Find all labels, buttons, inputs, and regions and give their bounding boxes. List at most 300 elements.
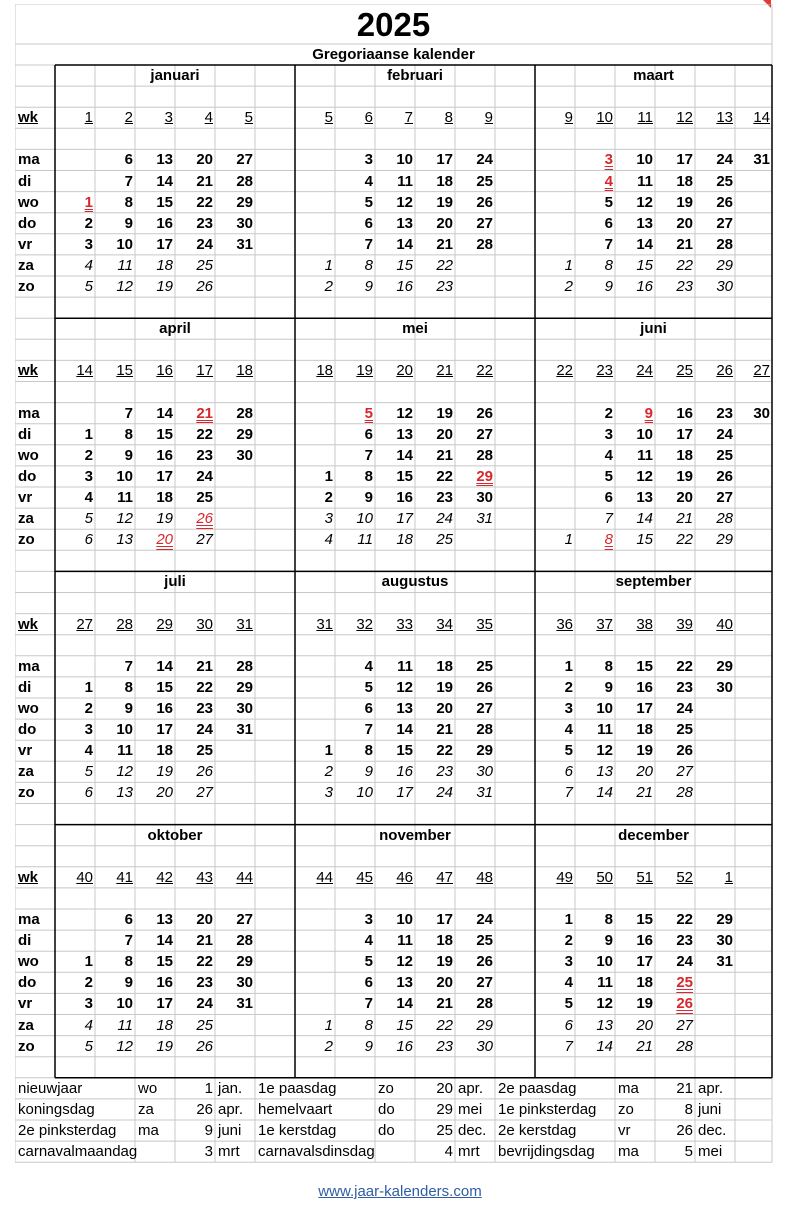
day-cell: 13	[156, 911, 173, 928]
day-cell: 13	[396, 214, 413, 232]
day-cell: 28	[716, 510, 733, 528]
week-number: 3	[164, 109, 173, 127]
weekday-label: ma	[18, 911, 40, 928]
day-cell: 25	[196, 256, 213, 274]
day-cell: 4	[364, 932, 373, 950]
day-cell: 15	[156, 193, 173, 211]
week-number: 49	[556, 868, 573, 886]
day-cell: 27	[676, 1016, 693, 1034]
month-name: mei	[402, 320, 428, 338]
day-cell: 20	[436, 700, 453, 717]
day-cell: 28	[476, 995, 493, 1013]
day-cell: 8	[124, 425, 133, 443]
day-cell: 11	[117, 256, 133, 274]
day-cell: 28	[236, 172, 253, 190]
day-cell: 3	[84, 235, 93, 253]
day-cell: 13	[596, 763, 613, 781]
holiday-name: hemelvaart	[258, 1100, 333, 1118]
day-cell: 6	[564, 1016, 573, 1034]
day-cell: 25	[196, 742, 213, 760]
day-cell: 4	[84, 742, 93, 760]
day-cell: 28	[676, 1037, 693, 1055]
week-number: 7	[404, 109, 413, 127]
day-cell: 2	[84, 446, 93, 464]
day-cell: 24	[716, 151, 733, 169]
month-name: november	[379, 826, 451, 844]
day-cell: 17	[436, 911, 453, 928]
day-cell: 5	[364, 953, 373, 971]
day-cell: 4	[564, 721, 573, 739]
day-cell: 28	[476, 235, 493, 253]
day-cell: 23	[196, 214, 213, 232]
weekday-label: za	[18, 763, 34, 781]
day-cell: 14	[636, 510, 653, 528]
day-cell: 2	[324, 489, 333, 506]
weekday-label: vr	[18, 235, 33, 253]
day-cell: 6	[364, 974, 373, 992]
day-cell: 15	[396, 1016, 413, 1034]
week-number: 6	[364, 109, 373, 127]
day-cell: 16	[636, 278, 653, 295]
day-cell: 30	[753, 404, 770, 422]
day-cell: 31	[476, 510, 493, 528]
day-cell: 11	[117, 489, 133, 506]
month-name: maart	[633, 67, 674, 84]
week-number: 28	[116, 615, 133, 633]
day-cell: 29	[716, 911, 733, 928]
day-cell: 7	[124, 404, 133, 422]
day-cell: 22	[436, 256, 453, 274]
day-cell: 4	[604, 172, 613, 190]
day-cell: 30	[476, 1037, 493, 1055]
week-label: wk	[18, 868, 39, 886]
day-cell: 28	[236, 404, 253, 422]
day-cell: 18	[156, 489, 173, 506]
holiday-name: 2e pinksterdag	[18, 1122, 117, 1139]
day-cell: 31	[236, 235, 253, 253]
day-cell: 4	[84, 489, 93, 506]
month-name: april	[159, 320, 191, 338]
day-cell: 29	[476, 467, 493, 485]
day-cell: 21	[676, 235, 693, 253]
day-cell: 14	[396, 446, 413, 464]
week-number: 16	[156, 362, 173, 380]
day-cell: 30	[236, 214, 253, 232]
day-cell: 23	[436, 489, 453, 506]
day-cell: 16	[156, 446, 173, 464]
day-cell: 12	[116, 1037, 133, 1055]
holiday-month: apr.	[458, 1079, 484, 1097]
day-cell: 12	[396, 953, 413, 971]
day-cell: 7	[604, 235, 613, 253]
weekday-label: vr	[18, 742, 33, 760]
day-cell: 5	[564, 995, 573, 1013]
day-cell: 14	[156, 657, 173, 675]
day-cell: 24	[476, 151, 493, 169]
day-cell: 25	[716, 172, 733, 190]
day-cell: 14	[396, 235, 413, 253]
day-cell: 11	[397, 657, 413, 675]
week-label: wk	[18, 109, 39, 127]
day-cell: 9	[364, 489, 373, 506]
day-cell: 5	[364, 678, 373, 696]
week-number: 44	[316, 868, 333, 886]
day-cell: 3	[564, 700, 573, 717]
day-cell: 14	[156, 932, 173, 950]
day-cell: 3	[604, 425, 613, 443]
day-cell: 17	[156, 995, 173, 1013]
day-cell: 25	[716, 446, 733, 464]
holiday-name: carnavalmaandag	[18, 1143, 138, 1161]
week-number: 43	[196, 868, 213, 886]
day-cell: 10	[636, 425, 653, 443]
day-cell: 15	[156, 953, 173, 971]
day-cell: 26	[476, 193, 493, 211]
day-cell: 9	[364, 278, 373, 295]
day-cell: 22	[436, 1016, 453, 1034]
day-cell: 30	[236, 974, 253, 992]
day-cell: 29	[476, 1016, 493, 1034]
day-cell: 4	[564, 974, 573, 992]
day-cell: 26	[196, 763, 213, 781]
holiday-day: 5	[684, 1143, 693, 1161]
day-cell: 21	[636, 784, 653, 802]
holiday-day: 26	[676, 1122, 693, 1139]
day-cell: 22	[196, 193, 213, 211]
day-cell: 23	[676, 678, 693, 696]
day-cell: 28	[476, 446, 493, 464]
day-cell: 4	[84, 256, 93, 274]
week-number: 48	[476, 868, 493, 886]
day-cell: 19	[156, 510, 173, 528]
day-cell: 25	[676, 721, 693, 739]
day-cell: 9	[364, 1037, 373, 1055]
day-cell: 31	[716, 953, 733, 971]
day-cell: 24	[676, 700, 693, 717]
day-cell: 18	[676, 446, 693, 464]
day-cell: 23	[676, 932, 693, 950]
month-name: februari	[387, 67, 443, 84]
week-number: 4	[204, 109, 213, 127]
holiday-day: 9	[204, 1122, 213, 1139]
week-number: 33	[396, 615, 413, 633]
day-cell: 15	[396, 256, 413, 274]
month-name: juni	[640, 320, 667, 338]
day-cell: 9	[124, 974, 133, 992]
day-cell: 25	[476, 172, 493, 190]
day-cell: 2	[564, 278, 573, 295]
day-cell: 18	[156, 1016, 173, 1034]
week-number: 21	[436, 362, 453, 380]
day-cell: 26	[476, 953, 493, 971]
week-number: 38	[636, 615, 653, 633]
day-cell: 1	[564, 256, 573, 274]
weekday-label: zo	[18, 278, 35, 295]
week-number: 24	[636, 362, 653, 380]
day-cell: 2	[84, 700, 93, 717]
day-cell: 7	[564, 784, 573, 802]
day-cell: 5	[84, 763, 93, 781]
week-number: 35	[476, 615, 493, 633]
day-cell: 23	[196, 700, 213, 717]
week-number: 23	[596, 362, 613, 380]
day-cell: 19	[676, 467, 693, 485]
day-cell: 20	[196, 911, 213, 928]
day-cell: 6	[364, 700, 373, 717]
holiday-month: jan.	[218, 1079, 243, 1097]
day-cell: 30	[716, 932, 733, 950]
day-cell: 2	[604, 404, 613, 422]
week-number: 1	[84, 109, 93, 127]
day-cell: 1	[324, 742, 333, 760]
day-cell: 12	[396, 404, 413, 422]
day-cell: 6	[564, 763, 573, 781]
day-cell: 3	[604, 151, 613, 169]
day-cell: 9	[604, 278, 613, 295]
day-cell: 4	[324, 531, 333, 549]
day-cell: 14	[156, 172, 173, 190]
day-cell: 8	[604, 911, 613, 928]
day-cell: 31	[236, 995, 253, 1013]
day-cell: 20	[636, 1016, 653, 1034]
day-cell: 25	[476, 932, 493, 950]
weekday-label: zo	[18, 784, 35, 802]
weekday-label: wo	[18, 193, 39, 211]
week-number: 11	[637, 109, 653, 127]
day-cell: 1	[564, 911, 573, 928]
day-cell: 24	[196, 995, 213, 1013]
month-name: juli	[164, 573, 186, 591]
day-cell: 25	[476, 657, 493, 675]
day-cell: 25	[436, 531, 453, 549]
day-cell: 5	[364, 404, 373, 422]
day-cell: 4	[604, 446, 613, 464]
day-cell: 1	[324, 467, 333, 485]
week-number: 18	[316, 362, 333, 380]
day-cell: 11	[397, 932, 413, 950]
holiday-day: 26	[196, 1100, 213, 1118]
day-cell: 1	[84, 193, 93, 211]
holiday-weekday: do	[378, 1122, 395, 1139]
day-cell: 18	[436, 932, 453, 950]
day-cell: 7	[364, 995, 373, 1013]
day-cell: 10	[356, 510, 373, 528]
weekday-label: zo	[18, 531, 35, 549]
day-cell: 24	[676, 953, 693, 971]
day-cell: 19	[156, 763, 173, 781]
day-cell: 8	[364, 742, 373, 760]
holiday-weekday: za	[138, 1100, 154, 1118]
day-cell: 19	[436, 404, 453, 422]
day-cell: 17	[636, 700, 653, 717]
page-subtitle: Gregoriaanse kalender	[312, 46, 475, 63]
day-cell: 6	[124, 151, 133, 169]
holiday-day: 8	[684, 1100, 693, 1118]
day-cell: 21	[676, 510, 693, 528]
day-cell: 22	[436, 742, 453, 760]
day-cell: 16	[156, 974, 173, 992]
holiday-weekday: ma	[618, 1079, 639, 1097]
weekday-label: ma	[18, 657, 40, 675]
weekday-label: di	[18, 425, 32, 443]
website-link[interactable]: www.jaar-kalenders.com	[318, 1183, 482, 1200]
holiday-day: 20	[436, 1079, 453, 1097]
day-cell: 18	[156, 742, 173, 760]
day-cell: 6	[604, 214, 613, 232]
week-number: 37	[596, 615, 613, 633]
day-cell: 21	[196, 932, 213, 950]
day-cell: 11	[357, 531, 373, 549]
week-number: 41	[116, 868, 133, 886]
day-cell: 2	[564, 932, 573, 950]
day-cell: 10	[116, 721, 133, 739]
week-number: 14	[753, 109, 770, 127]
day-cell: 17	[156, 467, 173, 485]
holiday-weekday	[375, 1141, 415, 1162]
day-cell: 27	[236, 911, 253, 928]
day-cell: 26	[196, 1037, 213, 1055]
day-cell: 28	[676, 784, 693, 802]
holiday-name: koningsdag	[18, 1100, 95, 1118]
day-cell: 14	[156, 404, 173, 422]
day-cell: 23	[196, 446, 213, 464]
day-cell: 6	[604, 489, 613, 506]
day-cell: 7	[364, 446, 373, 464]
day-cell: 18	[436, 172, 453, 190]
day-cell: 15	[156, 425, 173, 443]
day-cell: 26	[196, 278, 213, 295]
day-cell: 10	[636, 151, 653, 169]
day-cell: 22	[196, 678, 213, 696]
weekday-label: ma	[18, 404, 40, 422]
day-cell: 15	[396, 467, 413, 485]
day-cell: 17	[436, 151, 453, 169]
week-number: 12	[676, 109, 693, 127]
day-cell: 12	[636, 467, 653, 485]
week-number: 2	[124, 109, 133, 127]
day-cell: 10	[356, 784, 373, 802]
week-number: 52	[676, 868, 693, 886]
weekday-label: di	[18, 932, 32, 950]
day-cell: 26	[196, 510, 213, 528]
day-cell: 4	[364, 172, 373, 190]
day-cell: 16	[396, 763, 413, 781]
day-cell: 18	[636, 721, 653, 739]
holiday-day: 21	[676, 1079, 693, 1097]
day-cell: 29	[476, 742, 493, 760]
weekday-label: vr	[18, 489, 33, 506]
day-cell: 3	[84, 467, 93, 485]
week-number: 31	[316, 615, 333, 633]
day-cell: 3	[84, 721, 93, 739]
holiday-month: apr.	[698, 1079, 724, 1097]
holiday-weekday: ma	[138, 1122, 159, 1139]
week-number: 5	[244, 109, 253, 127]
day-cell: 12	[116, 510, 133, 528]
day-cell: 12	[596, 742, 613, 760]
day-cell: 26	[676, 995, 693, 1013]
day-cell: 26	[716, 193, 733, 211]
day-cell: 11	[597, 974, 613, 992]
week-number: 20	[396, 362, 413, 380]
day-cell: 17	[156, 721, 173, 739]
holiday-day: 3	[204, 1143, 213, 1161]
day-cell: 9	[604, 932, 613, 950]
week-number: 19	[356, 362, 373, 380]
day-cell: 30	[236, 700, 253, 717]
day-cell: 5	[604, 193, 613, 211]
day-cell: 27	[476, 425, 493, 443]
day-cell: 1	[564, 531, 573, 549]
holiday-weekday	[135, 1141, 175, 1162]
day-cell: 3	[364, 911, 373, 928]
day-cell: 7	[564, 1037, 573, 1055]
day-cell: 18	[396, 531, 413, 549]
holiday-weekday: vr	[618, 1122, 631, 1139]
day-cell: 20	[156, 531, 173, 549]
day-cell: 26	[716, 467, 733, 485]
weekday-label: do	[18, 467, 37, 485]
day-cell: 30	[476, 489, 493, 506]
day-cell: 17	[396, 784, 413, 802]
day-cell: 24	[476, 911, 493, 928]
day-cell: 30	[236, 446, 253, 464]
day-cell: 8	[124, 953, 133, 971]
holiday-name: 1e kerstdag	[258, 1122, 337, 1139]
day-cell: 8	[604, 531, 613, 549]
holiday-month: apr.	[218, 1100, 244, 1118]
holiday-day: 4	[444, 1143, 453, 1161]
week-number: 18	[236, 362, 253, 380]
holiday-weekday: ma	[618, 1143, 639, 1161]
day-cell: 11	[117, 742, 133, 760]
day-cell: 26	[476, 404, 493, 422]
day-cell: 20	[436, 214, 453, 232]
holiday-name: nieuwjaar	[18, 1079, 83, 1097]
day-cell: 23	[676, 278, 693, 295]
week-number: 31	[236, 615, 253, 633]
day-cell: 2	[564, 678, 573, 696]
day-cell: 14	[596, 1037, 613, 1055]
day-cell: 20	[156, 784, 173, 802]
holiday-name: carnavalsdinsdag	[258, 1143, 375, 1161]
week-number: 1	[724, 868, 733, 886]
day-cell: 2	[84, 214, 93, 232]
page-title: 2025	[356, 6, 431, 43]
weekday-label: do	[18, 214, 37, 232]
weekday-label: wo	[18, 953, 39, 971]
day-cell: 10	[116, 995, 133, 1013]
day-cell: 22	[196, 425, 213, 443]
day-cell: 8	[124, 193, 133, 211]
weekday-label: ma	[18, 151, 40, 169]
day-cell: 11	[637, 446, 653, 464]
day-cell: 5	[84, 510, 93, 528]
day-cell: 15	[636, 657, 653, 675]
day-cell: 16	[636, 678, 653, 696]
day-cell: 20	[196, 151, 213, 169]
day-cell: 12	[636, 193, 653, 211]
holiday-name: 2e kerstdag	[498, 1122, 577, 1139]
holiday-name: bevrijdingsdag	[498, 1143, 595, 1161]
day-cell: 23	[436, 763, 453, 781]
week-number: 47	[436, 868, 453, 886]
holiday-month: dec.	[698, 1122, 727, 1139]
day-cell: 19	[156, 278, 173, 295]
month-name: januari	[150, 67, 200, 84]
week-number: 45	[356, 868, 373, 886]
day-cell: 13	[596, 1016, 613, 1034]
